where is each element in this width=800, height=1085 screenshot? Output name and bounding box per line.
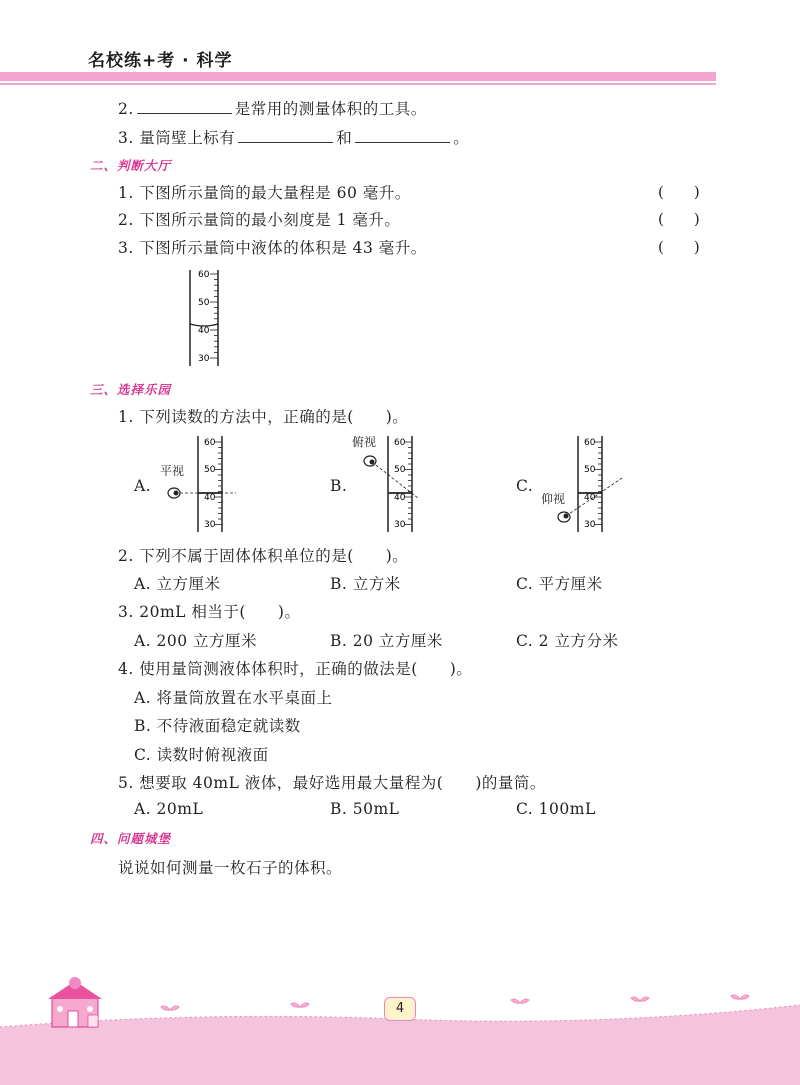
answer-blank[interactable] [238,128,333,143]
answer-paren[interactable]: ( ) [658,238,700,256]
answer-paren[interactable]: ( ) [658,183,700,201]
tick-label-30: 30 [584,520,596,530]
fill-question-3 [118,126,469,148]
option-b-label[interactable]: B. [330,477,348,495]
question-text: 3. 量筒壁上标有 [118,129,236,147]
measuring-cylinder-figure [180,266,240,370]
judgement-item-2: 2. 下图所示量筒的最小刻度是 1 毫升。 [118,211,401,229]
section-title-judgement: 二、判断大厅 [90,158,172,173]
option-c[interactable]: C. 平方厘米 [516,575,603,593]
sprout-icon [161,995,749,1010]
section-title-castle: 四、问题城堡 [90,831,172,846]
question-text: 是常用的测量体积的工具。 [234,100,427,118]
tick-label-40: 40 [204,493,216,503]
caption-looking-down: 俯视 [352,435,377,449]
tick-label-30: 30 [204,520,216,530]
header-title: 名校练+考 · 科学 [88,51,233,71]
house-icon [48,977,102,1027]
option-b[interactable]: B. 立方米 [330,575,401,593]
option-c[interactable]: C. 读数时俯视液面 [134,746,269,764]
tick-label-40: 40 [198,326,210,336]
cylinder-looking-down [350,432,430,538]
option-b[interactable]: B. 20 立方厘米 [330,632,443,650]
option-a[interactable]: A. 200 立方厘米 [134,632,258,650]
tick-label-40: 40 [584,493,596,503]
choice-question-1: 1. 下列读数的方法中，正确的是( )。 [118,408,409,426]
answer-paren[interactable]: ( ) [658,210,700,228]
answer-blank[interactable] [355,128,450,143]
choice-question-4: 4. 使用量筒测液体体积时，正确的做法是( )。 [118,660,473,678]
option-b[interactable]: B. 50mL [330,800,400,818]
judgement-item-1: 1. 下图所示量筒的最大量程是 60 毫升。 [118,184,411,202]
choice-question-5: 5. 想要取 40mL 液体，最好选用最大量程为( )的量筒。 [118,774,546,792]
period: 。 [453,129,470,147]
answer-blank[interactable] [137,99,232,114]
option-a-label[interactable]: A. [134,477,152,495]
option-a[interactable]: A. 立方厘米 [134,575,221,593]
question-number: 2. [118,100,134,118]
header-bar-thin [0,83,716,85]
option-b[interactable]: B. 不待液面稳定就读数 [134,717,301,735]
caption-level-view: 平视 [160,464,185,478]
header-bar [0,72,716,81]
footer-decoration [0,975,800,1085]
tick-label-60: 60 [584,438,596,448]
tick-label-50: 50 [204,465,216,475]
cylinder-looking-up [540,432,630,538]
option-a[interactable]: A. 将量筒放置在水平桌面上 [134,689,333,707]
tick-label-60: 60 [198,270,210,280]
tick-label-40: 40 [394,493,406,503]
tick-label-60: 60 [394,438,406,448]
section-title-choice: 三、选择乐园 [90,382,172,397]
tick-label-50: 50 [198,298,210,308]
fill-question-2 [118,97,427,119]
tick-label-60: 60 [204,438,216,448]
eye-icon [558,512,570,522]
judgement-item-3: 3. 下图所示量筒中液体的体积是 43 毫升。 [118,239,427,257]
option-c-label[interactable]: C. [516,477,534,495]
eye-icon [168,488,180,498]
choice-question-2: 2. 下列不属于固体体积单位的是( )。 [118,547,409,565]
cylinder-level-view [160,432,240,538]
open-question: 说说如何测量一枚石子的体积。 [118,859,343,877]
conjunction: 和 [336,129,353,147]
tick-label-50: 50 [584,465,596,475]
caption-looking-up: 仰视 [541,492,566,506]
choice-question-3: 3. 20mL 相当于( )。 [118,603,301,621]
tick-label-30: 30 [394,520,406,530]
option-a[interactable]: A. 20mL [134,800,204,818]
option-c[interactable]: C. 100mL [516,800,596,818]
tick-label-50: 50 [394,465,406,475]
option-c[interactable]: C. 2 立方分米 [516,632,619,650]
page-number: 4 [384,997,416,1021]
tick-label-30: 30 [198,354,210,364]
eye-icon [364,456,376,466]
